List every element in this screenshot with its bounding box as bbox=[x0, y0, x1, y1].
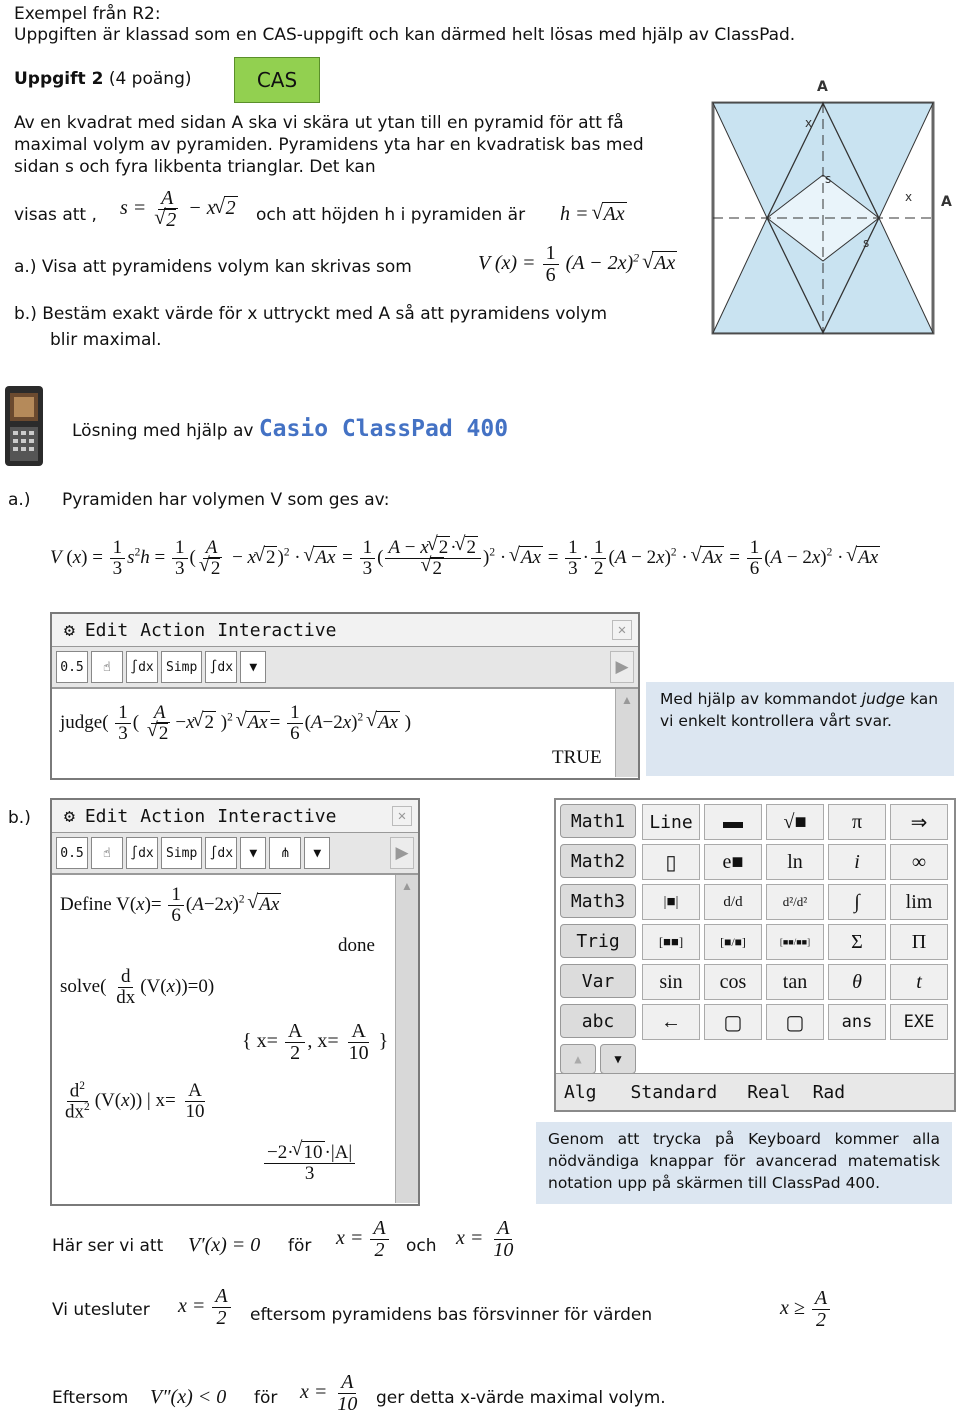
formula-x-geq: x ≥ $\frac{A}{2}$ bbox=[780, 1288, 832, 1331]
menu-action[interactable]: Action bbox=[140, 619, 206, 641]
task-text-1: Av en kvadrat med sidan A ska vi skära ut ytan till en pyramid för att få bbox=[14, 113, 624, 133]
key-i[interactable]: i bbox=[828, 844, 886, 880]
tab-math2[interactable]: Math2 bbox=[560, 844, 636, 878]
solve-result: { x= $\frac{A}{2}$ , x= $\frac{A}{10}$ } bbox=[242, 1020, 389, 1064]
hand-icon-2[interactable]: ☝ bbox=[91, 837, 123, 869]
toolbar-scroll-right-icon[interactable]: ▶ bbox=[610, 651, 634, 683]
formula-exclude-x: x = $\frac{A}{2}$ bbox=[178, 1286, 233, 1329]
second-derivative-line[interactable]: $\frac{d^2}{dx^2}$ (V(x)) | x= $\frac{A}{10}$ bbox=[65, 1080, 205, 1123]
classpad-window-judge bbox=[50, 612, 640, 780]
close-icon[interactable]: ✕ bbox=[612, 620, 632, 640]
cas-badge: CAS bbox=[234, 57, 320, 103]
classpad-menubar bbox=[52, 614, 638, 647]
key-exe[interactable]: EXE bbox=[890, 1004, 948, 1040]
fig-label-s1: s bbox=[825, 172, 832, 186]
key-paste-icon[interactable]: ▢ bbox=[766, 1004, 824, 1040]
work-scrollbar[interactable] bbox=[615, 689, 638, 777]
part-b-text-1: b.) Bestäm exakt värde för x uttryckt med A så att pyramidens volym bbox=[14, 304, 607, 324]
solution-a-text: Pyramiden har volymen V som ges av: bbox=[62, 490, 390, 510]
part-b-text-2: blir maximal. bbox=[50, 330, 162, 350]
solve-line[interactable]: solve( $\frac{d}{dx}$ (V(x))=0) bbox=[60, 966, 215, 1008]
formula-h: h = √ Ax bbox=[560, 203, 627, 226]
fig-label-a-right: A bbox=[941, 194, 952, 210]
intro-line-2: Uppgiften är klassad som en CAS-uppgift och kan därmed helt lösas med hjälp av ClassPad. bbox=[14, 25, 796, 45]
key-matrix-2x2[interactable]: [■■/■■] bbox=[766, 924, 824, 960]
scroll-up-icon[interactable]: ▲ bbox=[621, 693, 633, 707]
volume-derivation: V (x) = $\frac{1}{3}$ $s^2h$ = $\frac{1}{3}$ ( A √ 2 − x√ 2 )$^2$ · √ Ax = $\frac{1}{3}$ ( A − x√ 2 ·√ 2 √ 2 )$^2$ · √ Ax = $\frac{1}{3}$ · $\frac{1}{2}$ $(A - 2x)^2$ · √ Ax = $\frac{1}{6}$ $(A - 2x)^2$ · √ Ax bbox=[50, 538, 880, 579]
keyboard-down-icon[interactable]: ▼ bbox=[600, 1044, 636, 1074]
settings-gear-icon[interactable]: ⚙ bbox=[64, 619, 75, 641]
classpad-toolbar-2 bbox=[52, 833, 418, 875]
status-real: Real bbox=[747, 1081, 791, 1103]
key-copy-icon[interactable]: ▢ bbox=[704, 1004, 762, 1040]
simp-button[interactable]: Simp bbox=[161, 651, 202, 683]
fig-label-a-top: A bbox=[817, 79, 828, 95]
key-ln[interactable]: ln bbox=[766, 844, 824, 880]
status-rad: Rad bbox=[812, 1081, 846, 1103]
settings-gear-icon-2[interactable]: ⚙ bbox=[64, 805, 75, 827]
key-line[interactable]: Line bbox=[642, 804, 700, 840]
toolbar-scroll-right-icon-2[interactable]: ▶ bbox=[390, 837, 414, 869]
judge-input[interactable]: judge( $\frac{1}{3}$ ( A √ 2 −x√ 2 )$^2$ √ Ax = $\frac{1}{6}$ $(A-2x)^2$ √ Ax ) bbox=[60, 703, 411, 744]
visas-att-label: visas att , bbox=[14, 205, 97, 225]
note-judge-suffix: kan vi enkelt kontrollera vårt svar. bbox=[660, 690, 939, 730]
define-line[interactable]: Define V(x)= $\frac{1}{6}$ $(A-2x)^2$ √ Ax bbox=[60, 885, 281, 926]
menu-interactive[interactable]: Interactive bbox=[217, 619, 337, 641]
key-matrix-row[interactable]: [■■] bbox=[642, 924, 700, 960]
formula-vprime-zero: V′(x) = 0 bbox=[188, 1234, 261, 1256]
status-alg: Alg bbox=[564, 1081, 597, 1103]
note-judge-command: judge bbox=[861, 690, 906, 708]
fraction-decimal-button-2[interactable]: 0.5 bbox=[56, 837, 88, 869]
hand-icon[interactable]: ☝ bbox=[91, 651, 123, 683]
simp-button-2[interactable]: Simp bbox=[161, 837, 202, 869]
solve-command: solve bbox=[60, 975, 101, 997]
keyboard-up-icon[interactable]: ▲ bbox=[560, 1044, 596, 1074]
judge-result: TRUE bbox=[552, 747, 602, 768]
key-box[interactable]: ▯ bbox=[642, 844, 700, 880]
integral-toggle-button-2[interactable]: ∫dx bbox=[126, 837, 158, 869]
note-keyboard: Genom att trycka på Keyboard kommer alla nödvändiga knappar för avancerad matematisk notation upp på skärmen till ClassPad 400. bbox=[536, 1122, 952, 1204]
part-a-text: a.) Visa att pyramidens volym kan skrivas som bbox=[14, 257, 412, 277]
judge-command: judge bbox=[60, 711, 103, 733]
height-text: och att höjden h i pyramiden är bbox=[256, 205, 526, 225]
status-bar bbox=[556, 1073, 954, 1110]
conclusion-1-prefix: Här ser vi att bbox=[52, 1236, 164, 1256]
formula-s: s = A √ 2 − x√ 2 bbox=[120, 188, 238, 231]
conclusion-3-suffix: ger detta x-värde maximal volym. bbox=[376, 1388, 666, 1408]
key-backspace-icon[interactable]: ← bbox=[642, 1004, 700, 1040]
key-pi[interactable]: π bbox=[828, 804, 886, 840]
work-scrollbar-2[interactable] bbox=[395, 875, 418, 1203]
conclusion-3-prefix: Eftersom bbox=[52, 1388, 129, 1408]
key-integral[interactable]: ∫ bbox=[828, 884, 886, 920]
solution-a-label: a.) bbox=[8, 490, 31, 510]
status-standard: Standard bbox=[630, 1081, 718, 1103]
dropdown-arrow-icon[interactable]: ▼ bbox=[240, 651, 266, 683]
solution-b-label: b.) bbox=[8, 808, 31, 828]
classpad-calculator-icon bbox=[4, 385, 44, 467]
conclusion-2-prefix: Vi utesluter bbox=[52, 1300, 150, 1320]
tab-var[interactable]: Var bbox=[560, 964, 636, 998]
task-title-row bbox=[14, 69, 192, 89]
classpad-window-solve bbox=[50, 798, 420, 1206]
solution-heading-prefix: Lösning med hjälp av bbox=[72, 421, 254, 441]
formula-volume: V (x) = $\frac{1}{6}$ $(A - 2x)^2$ √ Ax bbox=[478, 243, 677, 286]
tab-math1[interactable]: Math1 bbox=[560, 804, 636, 838]
square-diagram bbox=[705, 75, 955, 340]
solution-heading bbox=[72, 416, 508, 442]
key-second-derivative[interactable]: d²/d² bbox=[766, 884, 824, 920]
note-judge bbox=[646, 682, 954, 776]
classpad-toolbar bbox=[52, 647, 638, 689]
task-text-3: sidan s och fyra likbenta trianglar. Det kan bbox=[14, 157, 376, 177]
conclusion-1-for: för bbox=[288, 1236, 312, 1256]
classpad-keyboard bbox=[554, 798, 956, 1112]
tab-trig[interactable]: Trig bbox=[560, 924, 636, 958]
menu-edit-2[interactable]: Edit bbox=[84, 805, 129, 827]
fraction-decimal-button[interactable]: 0.5 bbox=[56, 651, 88, 683]
fig-label-s2: s bbox=[863, 236, 870, 250]
key-fraction[interactable]: ▬ bbox=[704, 804, 762, 840]
tab-abc[interactable]: abc bbox=[560, 1004, 636, 1038]
close-icon-2[interactable]: ✕ bbox=[392, 806, 412, 826]
keyboard-keys bbox=[642, 804, 948, 1040]
formula-vdoubleprime: V″(x) < 0 bbox=[150, 1386, 227, 1408]
key-sin[interactable]: sin bbox=[642, 964, 700, 1000]
classpad-work-area-2 bbox=[52, 875, 418, 1203]
formula-x-a10-final: x = $\frac{A}{10}$ bbox=[300, 1371, 358, 1415]
integral-edit-button[interactable]: ∫dx bbox=[205, 651, 237, 683]
key-sum[interactable]: Σ bbox=[828, 924, 886, 960]
key-t[interactable]: t bbox=[890, 964, 948, 1000]
conclusion-2-mid: eftersom pyramidens bas försvinner för värden bbox=[250, 1305, 653, 1325]
conclusion-1-och: och bbox=[406, 1236, 437, 1256]
classpad-work-area bbox=[52, 689, 638, 777]
key-product[interactable]: Π bbox=[890, 924, 948, 960]
fig-label-x2: x bbox=[905, 190, 913, 204]
tab-math3[interactable]: Math3 bbox=[560, 884, 636, 918]
task-title: Uppgift 2 bbox=[14, 69, 104, 89]
menu-edit[interactable]: Edit bbox=[84, 619, 129, 641]
key-implies[interactable]: ⇒ bbox=[890, 804, 948, 840]
key-ans[interactable]: ans bbox=[828, 1004, 886, 1040]
formula-x-a2: x = $\frac{A}{2}$ bbox=[336, 1218, 391, 1261]
define-command: Define bbox=[60, 893, 112, 915]
second-derivative-result: $\frac{-2\cdot√ 10 \cdot|A|}{3}$ bbox=[262, 1143, 357, 1184]
intro-line-1: Exempel från R2: bbox=[14, 4, 161, 24]
define-result: done bbox=[338, 935, 375, 956]
key-sqrt[interactable]: √■ bbox=[766, 804, 824, 840]
dropdown-arrow-icon-2[interactable]: ▼ bbox=[240, 837, 266, 869]
task-text-2: maximal volym av pyramiden. Pyramidens yta har en kvadratisk bas med bbox=[14, 135, 644, 155]
dropdown-arrow-icon-3[interactable]: ▼ bbox=[304, 837, 330, 869]
key-derivative[interactable]: d/d bbox=[704, 884, 762, 920]
key-lim[interactable]: lim bbox=[890, 884, 948, 920]
solution-brand: Casio ClassPad 400 bbox=[258, 416, 509, 442]
integral-edit-button-2[interactable]: ∫dx bbox=[205, 837, 237, 869]
note-judge-prefix: Med hjälp av kommandot bbox=[660, 690, 857, 708]
keyboard-tabs bbox=[560, 804, 636, 1074]
key-matrix-col[interactable]: [■/■] bbox=[704, 924, 762, 960]
graph-icon[interactable]: ⋔ bbox=[269, 837, 301, 869]
fig-label-x1: x bbox=[805, 116, 813, 130]
conclusion-3-for: för bbox=[254, 1388, 278, 1408]
formula-x-a10: x = $\frac{A}{10}$ bbox=[456, 1217, 514, 1261]
integral-toggle-button[interactable]: ∫dx bbox=[126, 651, 158, 683]
key-abs[interactable]: |■| bbox=[642, 884, 700, 920]
key-cos[interactable]: cos bbox=[704, 964, 762, 1000]
menu-interactive-2[interactable]: Interactive bbox=[217, 805, 337, 827]
classpad-menubar-2 bbox=[52, 800, 418, 833]
key-infinity[interactable]: ∞ bbox=[890, 844, 948, 880]
task-points: (4 poäng) bbox=[108, 69, 192, 89]
key-exp[interactable]: e■ bbox=[704, 844, 762, 880]
scroll-up-icon-2[interactable]: ▲ bbox=[401, 879, 413, 893]
key-tan[interactable]: tan bbox=[766, 964, 824, 1000]
key-theta[interactable]: θ bbox=[828, 964, 886, 1000]
menu-action-2[interactable]: Action bbox=[140, 805, 206, 827]
